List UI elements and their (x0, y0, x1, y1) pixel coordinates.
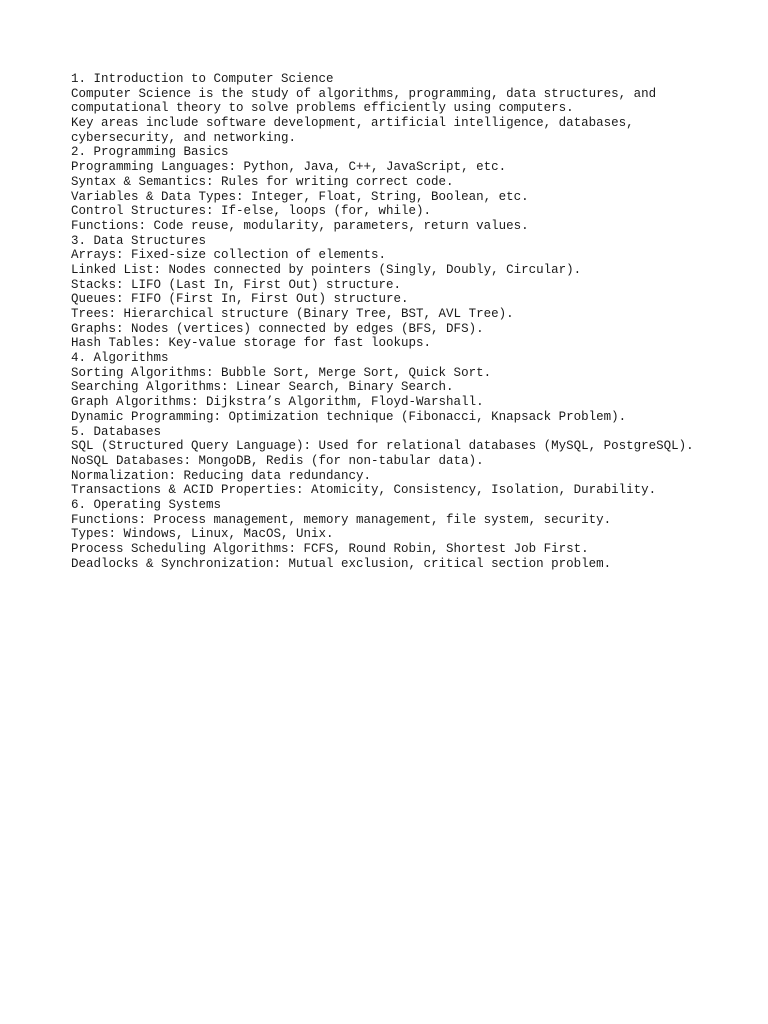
text-line: Arrays: Fixed-size collection of elements. (71, 248, 387, 263)
text-line: computational theory to solve problems efficiently using computers. (71, 101, 574, 116)
heading-algorithms: 4. Algorithms (71, 351, 169, 366)
text-line: Transactions & ACID Properties: Atomicity, Consistency, Isolation, Durability. (71, 483, 657, 498)
text-line: Functions: Process management, memory management, file system, security. (71, 512, 612, 527)
text-line: Computer Science is the study of algorithms, programming, data structures, and (71, 86, 657, 101)
heading-data-structures: 3. Data Structures (71, 233, 207, 248)
text-line: Hash Tables: Key-value storage for fast lookups. (71, 336, 432, 351)
text-line: Types: Windows, Linux, MacOS, Unix. (71, 527, 334, 542)
text-line: Linked List: Nodes connected by pointers (Singly, Doubly, Circular). (71, 262, 582, 277)
text-line: Control Structures: If-else, loops (for, while). (71, 204, 432, 219)
text-line: Variables & Data Types: Integer, Float, String, Boolean, etc. (71, 189, 529, 204)
text-line: Graph Algorithms: Dijkstra’s Algorithm, Floyd-Warshall. (71, 395, 484, 410)
text-line: Normalization: Reducing data redundancy. (71, 468, 372, 483)
heading-introduction: 1. Introduction to Computer Science (71, 72, 334, 86)
text-line: Dynamic Programming: Optimization technique (Fibonacci, Knapsack Problem). (71, 409, 627, 424)
text-line: cybersecurity, and networking. (71, 130, 297, 145)
text-line: SQL (Structured Query Language): Used for relational databases (MySQL, PostgreSQL). (71, 439, 694, 454)
heading-programming-basics: 2. Programming Basics (71, 145, 229, 160)
text-line: Functions: Code reuse, modularity, parameters, return values. (71, 218, 529, 233)
text-line: Programming Languages: Python, Java, C++, JavaScript, etc. (71, 160, 507, 175)
text-line: NoSQL Databases: MongoDB, Redis (for non-tabular data). (71, 453, 484, 468)
text-line: Key areas include software development, artificial intelligence, databases, (71, 116, 634, 131)
heading-operating-systems: 6. Operating Systems (71, 497, 222, 512)
text-line: Trees: Hierarchical structure (Binary Tree, BST, AVL Tree). (71, 307, 514, 321)
text-line: Graphs: Nodes (vertices) connected by edges (BFS, DFS). (71, 321, 484, 336)
text-line: Sorting Algorithms: Bubble Sort, Merge Sort, Quick Sort. (71, 365, 492, 380)
text-line: Queues: FIFO (First In, First Out) structure. (71, 292, 409, 307)
text-line: Searching Algorithms: Linear Search, Binary Search. (71, 380, 454, 395)
text-line: Deadlocks & Synchronization: Mutual exclusion, critical section problem. (71, 556, 612, 571)
text-line: Process Scheduling Algorithms: FCFS, Round Robin, Shortest Job First. (71, 542, 589, 556)
text-line: Stacks: LIFO (Last In, First Out) structure. (71, 277, 402, 292)
document-body (71, 72, 751, 571)
heading-databases: 5. Databases (71, 424, 162, 439)
text-line: Syntax & Semantics: Rules for writing correct code. (71, 174, 454, 189)
